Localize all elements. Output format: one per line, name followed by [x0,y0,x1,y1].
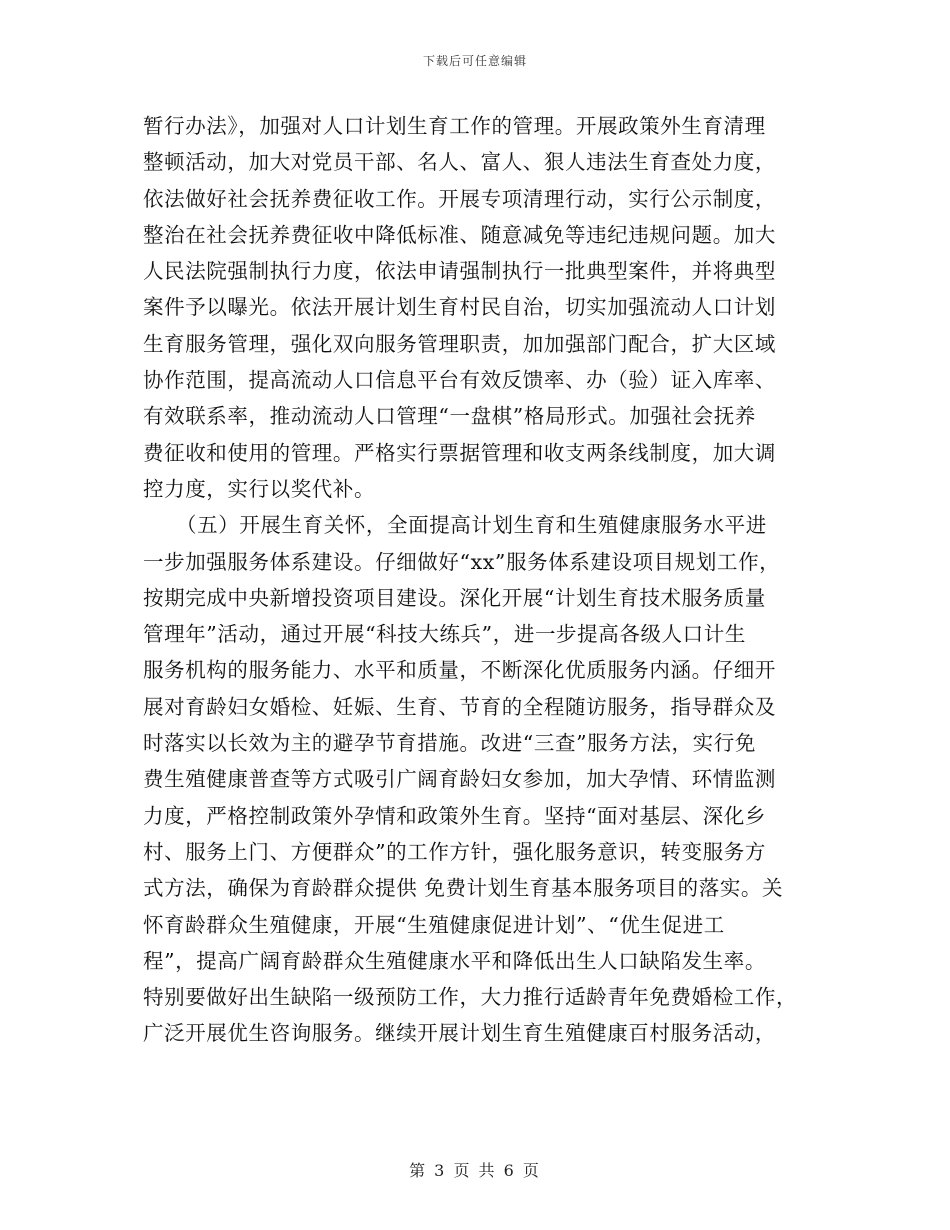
text-line: 力度，严格控制政策外孕情和政策外生育。坚持“面对基层、深化乡 [143,803,766,828]
text-line: 生育服务管理，强化双向服务管理职责，加加强部门配合，扩大区域 [143,331,776,356]
page-number: 第 3 页 共 6 页 [409,1161,541,1180]
paragraph-start-line: （五）开展生育关怀，全面提高计划生育和生殖健康服务水平进 [176,513,767,538]
text-line: 一步加强服务体系建设。仔细做好“xx”服务体系建设项目规划工作， [143,549,781,574]
text-line: 村、服务上门、方便群众”的工作方针，强化服务意识，转变服务方 [143,839,766,864]
text-line: 管理年”活动，通过开展“科技大练兵”，进一步提高各级人口计生 [143,622,746,647]
text-line: 整治在社会抚养费征收中降低标准、随意减免等违纪违规问题。加大 [143,222,776,247]
text-line: 协作范围，提高流动人口信息平台有效反馈率、办（验）证入库率、 [143,368,776,393]
text-line: 有效联系率，推动流动人口管理“一盘棋”格局形式。加强社会抚养 [143,404,756,429]
text-line: 费生殖健康普查等方式吸引广阔育龄妇女参加，加大孕情、环情监测 [143,767,776,792]
text-line: 案件予以曝光。依法开展计划生育村民自治，切实加强流动人口计划 [143,295,776,320]
text-line: 费征收和使用的管理。严格实行票据管理和收支两条线制度，加大调 [143,440,776,465]
text-line: 式方法，确保为育龄群众提供 免费计划生育基本服务项目的落实。关 [143,876,784,901]
text-line: 时落实以长效为主的避孕节育措施。改进“三查”服务方法，实行免 [143,731,756,756]
text-line: 程”，提高广阔育龄群众生殖健康水平和降低出生人口缺陷发生率。 [143,948,766,973]
text-line: 广泛开展优生咨询服务。继续开展计划生育生殖健康百村服务活动， [143,1021,776,1046]
text-line: 依法做好社会抚养费征收工作。开展专项清理行动，实行公示制度， [143,186,776,211]
text-line: 人民法院强制执行力度，依法申请强制执行一批典型案件，并将典型 [143,259,776,284]
text-line: 特别要做好出生缺陷一级预防工作，大力推行适龄青年免费婚检工作， [143,985,798,1010]
text-line: 按期完成中央新增投资项目建设。深化开展“计划生育技术服务质量 [143,585,766,610]
document-body [143,108,815,1052]
text-line: 展对育龄妇女婚检、妊娠、生育、节育的全程随访服务，指导群众及 [143,694,776,719]
text-line: 服务机构的服务能力、水平和质量，不断深化优质服务内涵。仔细开 [143,658,776,683]
text-line: 怀育龄群众生殖健康，开展“生殖健康促进计划”、“优生促进工 [143,912,725,937]
text-line: 暂行办法》，加强对人口计划生育工作的管理。开展政策外生育清理 [143,114,766,138]
text-line: 整顿活动，加大对党员干部、名人、富人、狠人违法生育查处力度， [143,150,776,175]
header-note: 下载后可任意编辑 [422,54,527,68]
text-line: 控力度，实行以奖代补。 [143,476,376,501]
